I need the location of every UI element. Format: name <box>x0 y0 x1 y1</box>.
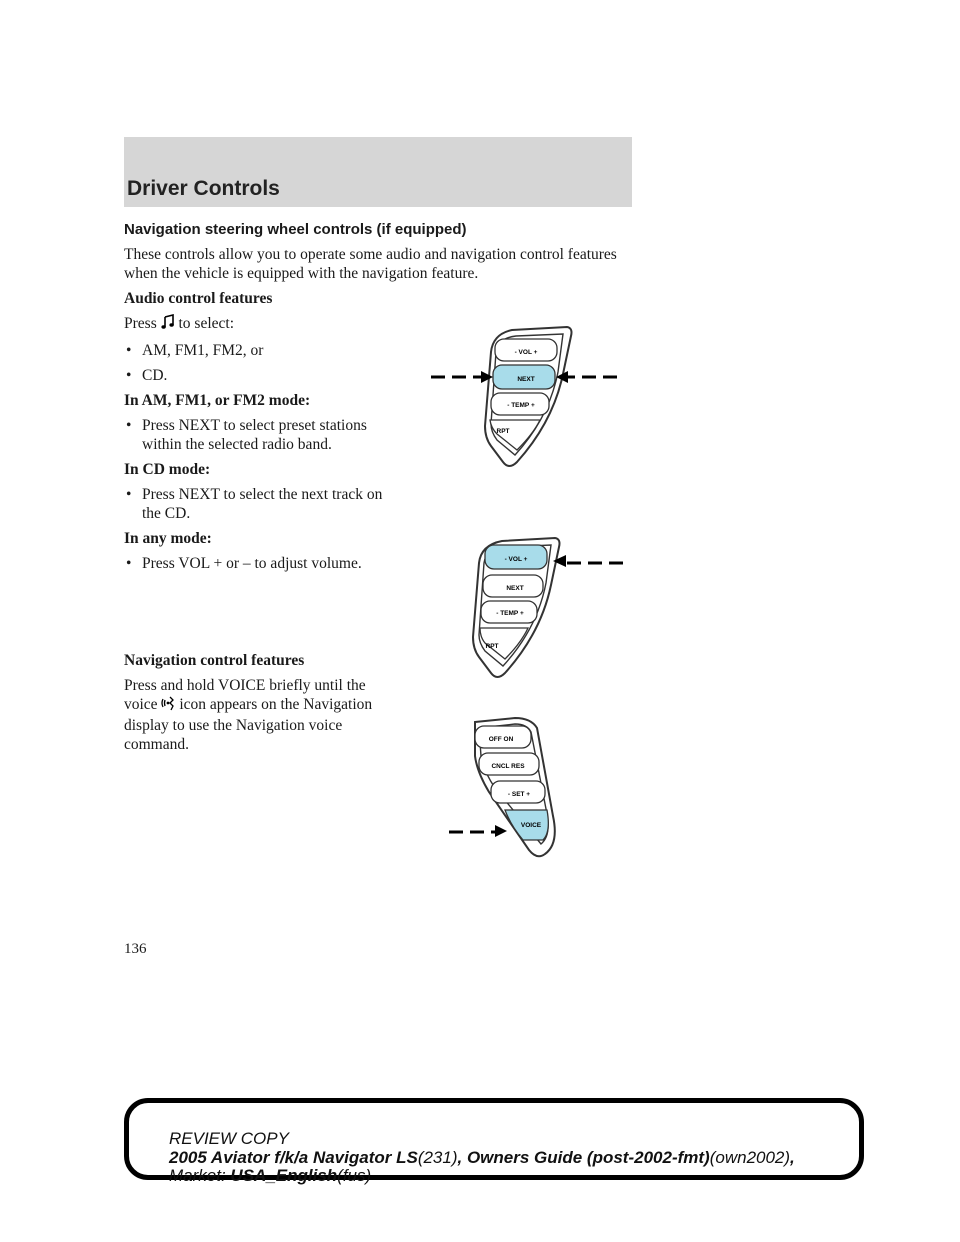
review-footer <box>124 1098 864 1185</box>
navigation-text-before: Press and hold VOICE briefly until the voice <box>124 677 366 714</box>
footer-market-label: Market: <box>169 1166 226 1185</box>
steering-control-figure-next <box>425 322 625 477</box>
set-button-label: - SET + <box>507 791 531 798</box>
footer-guide: Owners Guide (post-2002-fmt) <box>466 1148 710 1167</box>
page-number: 136 <box>124 941 147 957</box>
temp-button-label: - TEMP + <box>496 610 524 617</box>
steering-control-figure-voice <box>445 712 585 867</box>
footer-model: 2005 Aviator f/k/a Navigator LS <box>169 1148 418 1167</box>
music-note-icon <box>161 314 175 335</box>
radio-mode-heading: In AM, FM1, or FM2 mode: <box>124 392 311 409</box>
list-item: • Press NEXT to select preset stations within the selected radio band. <box>124 416 392 454</box>
any-mode-heading: In any mode: <box>124 530 212 547</box>
press-before: Press <box>124 315 157 333</box>
voice-icon <box>161 695 175 716</box>
footer-market: USA_English <box>230 1166 338 1185</box>
rpt-button-label: RPT <box>496 428 510 435</box>
footer-market-line <box>169 1166 371 1186</box>
next-button-label: NEXT <box>506 585 524 592</box>
navigation-text <box>124 676 384 754</box>
header-band <box>124 137 632 207</box>
audio-heading: Audio control features <box>124 290 273 307</box>
voice-button-label: VOICE <box>520 822 542 829</box>
list-item: • AM, FM1, FM2, or <box>124 341 392 360</box>
footer-model-line <box>169 1148 795 1168</box>
navigation-heading: Navigation control features <box>124 652 305 669</box>
review-copy-label: REVIEW COPY <box>169 1129 289 1148</box>
page-title: Driver Controls <box>127 177 280 200</box>
rpt-button-label: RPT <box>485 643 499 650</box>
list-item: • Press VOL + or – to adjust volume. <box>124 554 392 573</box>
section-intro: These controls allow you to operate some audio and navigation control features when the vehicle is equipped with the navigation feature. <box>124 246 617 282</box>
next-button-label: NEXT <box>517 376 535 383</box>
cd-mode-heading: In CD mode: <box>124 461 211 478</box>
temp-button-label: - TEMP + <box>507 402 535 409</box>
footer-guide-code: (own2002) <box>709 1148 791 1167</box>
footer-sep: , <box>457 1148 467 1167</box>
press-after: to select: <box>178 315 235 333</box>
list-item: • Press NEXT to select the next track on the CD. <box>124 485 392 523</box>
vol-button-label: - VOL + <box>504 556 528 563</box>
list-item: • CD. <box>124 366 392 385</box>
cd-mode-list <box>124 485 624 523</box>
cncl-res-button-label: CNCL RES <box>491 763 525 770</box>
navigation-text-after: icon appears on the Navigation display to use the Navigation voice command. <box>124 696 373 753</box>
footer-model-code: (231) <box>417 1148 458 1167</box>
off-on-button-label: OFF ON <box>488 736 514 743</box>
footer-sep: , <box>790 1148 795 1167</box>
footer-market-code: (fus) <box>337 1166 372 1185</box>
section-title: Navigation steering wheel controls (if equipped) <box>124 221 467 238</box>
vol-button-label: - VOL + <box>514 349 538 356</box>
steering-control-figure-vol <box>455 533 630 688</box>
